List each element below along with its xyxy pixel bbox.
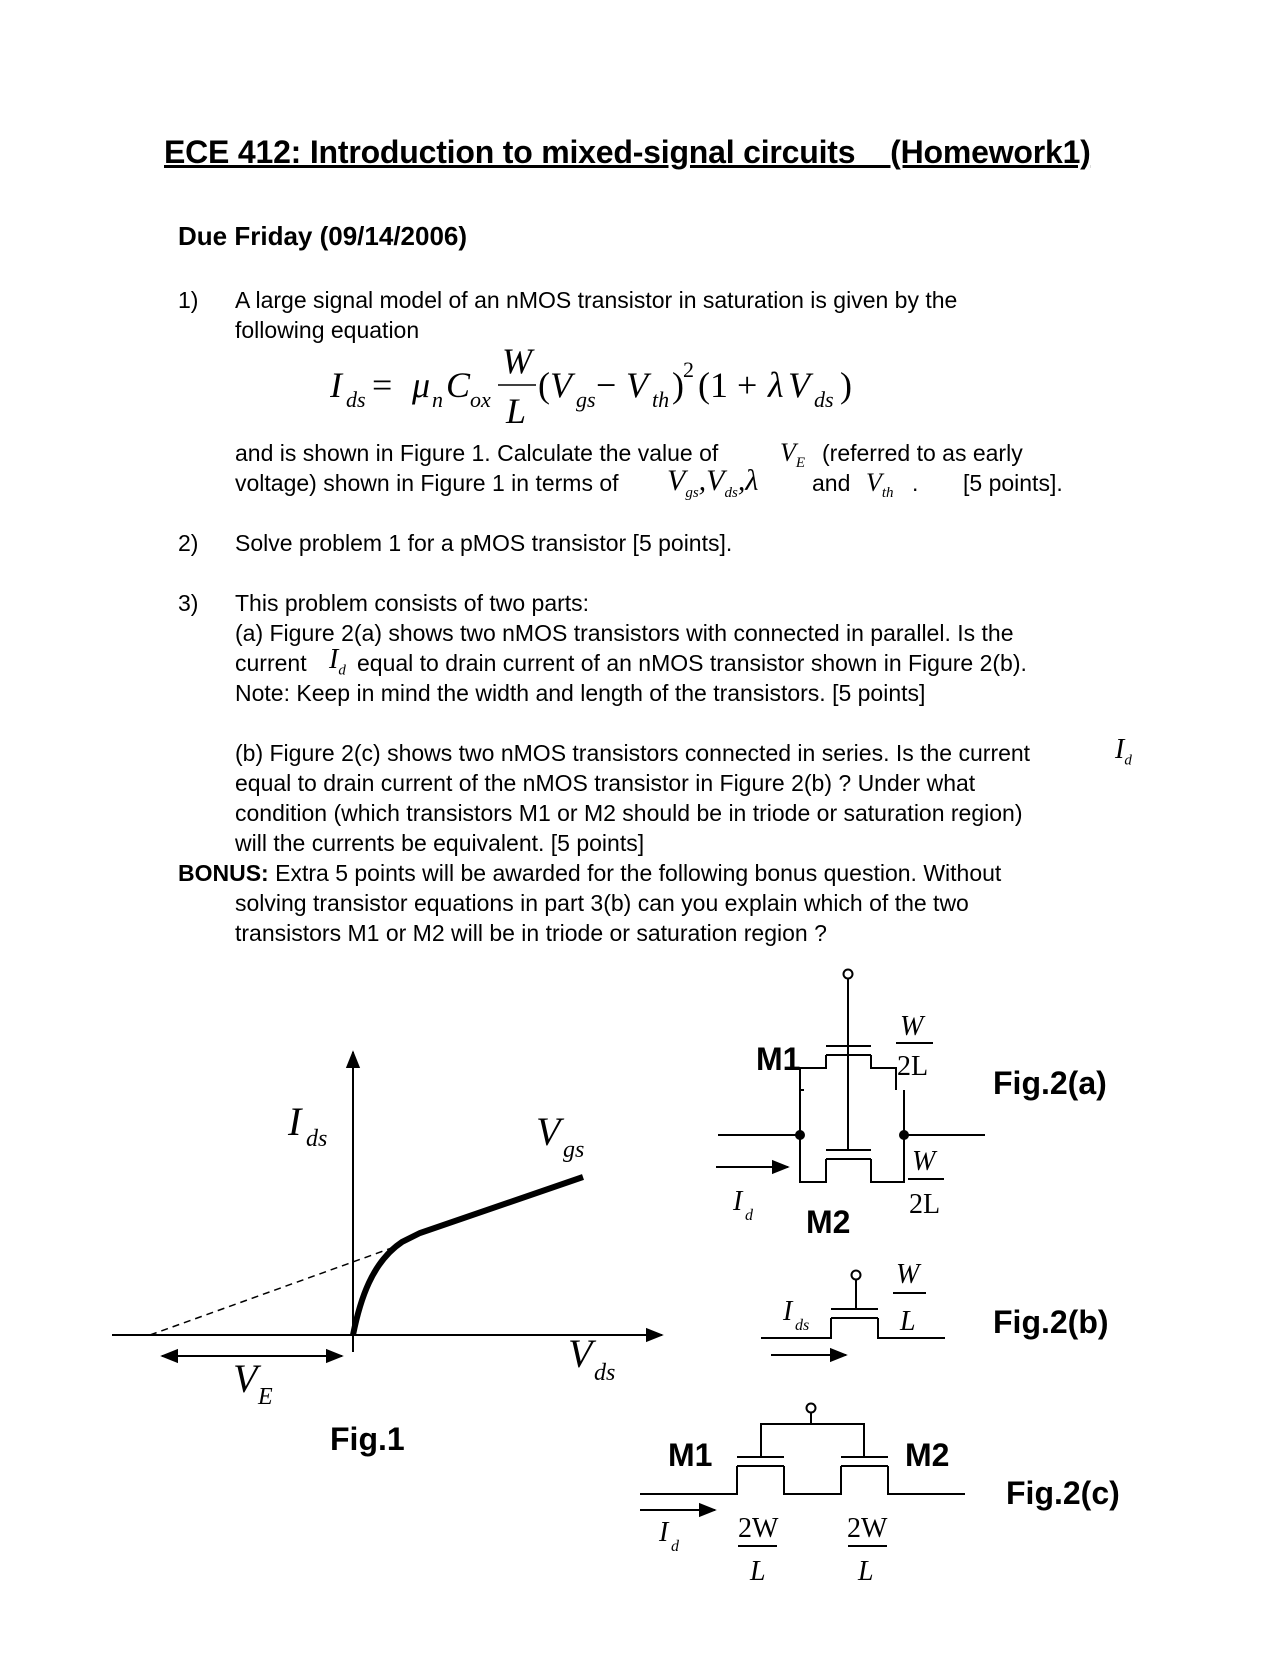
problem-1-line3b: (referred to as early: [822, 440, 1023, 466]
problem-3-number: 3): [178, 590, 199, 616]
eq-open-paren: (: [538, 365, 550, 405]
fig2a-m2-2L: 2L: [909, 1189, 941, 1220]
id-symbol-3a: $I_d$: [329, 644, 346, 679]
fig2a-left-dot: [796, 1131, 804, 1139]
eq-sub-ds: ds: [346, 387, 366, 412]
fig2a-right-dot: [900, 1131, 908, 1139]
fig1-label: Fig.1: [330, 1421, 405, 1457]
eq-lambda: λ: [768, 365, 784, 405]
problem-3-line3b: equal to drain current of an nMOS transistor shown in Figure 2(b).: [357, 650, 1027, 676]
problem-3-line3a: current: [235, 650, 307, 676]
problem-1-period: .: [912, 470, 919, 496]
fig2b-W: W: [896, 1259, 920, 1290]
fig1-vds-sub: ds: [594, 1360, 616, 1386]
fig1-vds-V: V: [568, 1331, 593, 1376]
fig2c-circuit: [640, 1404, 965, 1547]
problem-1-and: and: [812, 470, 851, 496]
fig1-ve-sub: E: [258, 1384, 273, 1410]
problem-3-line1: This problem consists of two parts:: [235, 590, 590, 616]
eq-tail: (1 +: [698, 365, 758, 405]
eq-L: L: [506, 391, 527, 431]
problem-1-number: 1): [178, 287, 199, 313]
problem-1-points: [5 points].: [963, 470, 1063, 496]
problem-1-line2: following equation: [235, 317, 420, 343]
problem-3-line7: condition (which transistors M1 or M2 should be in triode or saturation region): [235, 800, 1023, 826]
fig1-ids-I: I: [288, 1099, 302, 1144]
fig2c-m1-L: L: [750, 1556, 766, 1587]
fig2c-gate-wire: [761, 1424, 864, 1457]
problem-3-line8: will the currents be equivalent. [5 points]: [235, 830, 645, 856]
fig2c-middle-node: [784, 1466, 841, 1494]
fig1-extrapolation-line: [150, 1245, 400, 1335]
fig2a-m2-W: W: [912, 1146, 936, 1177]
problem-3-line5: (b) Figure 2(c) shows two nMOS transistors connected in series. Is the current: [235, 740, 1031, 766]
eq-V1: V: [550, 365, 572, 405]
problem-1-line3a: and is shown in Figure 1. Calculate the value of: [235, 440, 719, 466]
bonus-line1: BONUS: Extra 5 points will be awarded for the following bonus question. Without: [178, 860, 1002, 886]
eq-close-paren: ): [672, 365, 684, 405]
fig2a-label: Fig.2(a): [993, 1065, 1107, 1101]
problem-3-line6: equal to drain current of the nMOS transistor in Figure 2(b) ? Under what: [235, 770, 976, 796]
eq-end: ): [840, 365, 852, 405]
eq-minus: −: [596, 365, 617, 405]
fig2b-gate-terminal: [852, 1271, 861, 1280]
fig2c-m1-label: M1: [668, 1437, 713, 1473]
page-title: ECE 412: Introduction to mixed-signal circuits (Homework1): [164, 134, 1091, 170]
eq-sub-ox: ox: [470, 387, 491, 412]
fig2c-m2-L: L: [858, 1556, 874, 1587]
fig1-curve: [353, 1177, 583, 1335]
eq-mu: μ: [412, 365, 431, 405]
eq-W: W: [502, 345, 532, 381]
fig1-vgs-sub: gs: [563, 1137, 585, 1163]
variables-list: $V_{gs},V_{ds},\lambda$: [667, 464, 759, 501]
problem-1-line1: A large signal model of an nMOS transistor in saturation is given by the: [235, 287, 958, 313]
fig2a-m1-2L: 2L: [897, 1051, 929, 1082]
fig2c-id-sub: d: [671, 1538, 679, 1555]
fig2a-m1-drain: [871, 1055, 896, 1090]
eq-sub-ds2: ds: [814, 387, 834, 412]
eq-V3: V: [788, 365, 810, 405]
fig2a-m2-label: M2: [806, 1204, 851, 1240]
ve-symbol: $V_E$: [780, 438, 806, 472]
eq-sub-n: n: [432, 387, 443, 412]
fig1-ve-V: V: [233, 1356, 258, 1401]
fig2a-gate-terminal: [844, 970, 853, 979]
fig1-ids-sub: ds: [306, 1126, 328, 1152]
eq-V2: V: [626, 365, 648, 405]
fig2a-m2-drain: [871, 1135, 904, 1182]
fig2c-label: Fig.2(c): [1006, 1475, 1120, 1511]
fig1-vgs-V: V: [536, 1109, 561, 1154]
bonus-line3: transistors M1 or M2 will be in triode or saturation region ?: [235, 920, 827, 946]
fig2b-ids-I: I: [783, 1296, 793, 1327]
problem-2-text: Solve problem 1 for a pMOS transistor [5 points].: [235, 530, 733, 556]
eq-square: 2: [683, 357, 694, 382]
fig2b-label: Fig.2(b): [993, 1304, 1109, 1340]
fig2a-m1-W: W: [900, 1011, 924, 1042]
eq-I: I: [330, 365, 342, 405]
fig2c-m2-label: M2: [905, 1437, 950, 1473]
fig2b-L: L: [900, 1306, 916, 1337]
bonus-line2: solving transistor equations in part 3(b) can you explain which of the two: [235, 890, 969, 916]
fig2a-m2-source: [800, 1135, 826, 1182]
fig2a-id-sub: d: [745, 1207, 753, 1224]
problem-3-line4: Note: Keep in mind the width and length of the transistors. [5 points]: [235, 680, 926, 706]
fig2a-id-I: I: [733, 1186, 743, 1217]
eq-C: C: [446, 365, 471, 405]
problem-3-line2: (a) Figure 2(a) shows two nMOS transistors with connected in parallel. Is the: [235, 620, 1014, 646]
id-symbol-3b: $I_d$: [1115, 734, 1132, 769]
problem-1-line4a: voltage) shown in Figure 1 in terms of: [235, 470, 619, 496]
fig2c-m2-2W: 2W: [847, 1513, 888, 1544]
fig1-graph: [112, 1052, 662, 1457]
fig2a-m1-source: [800, 1055, 826, 1090]
eq-sub-gs: gs: [576, 387, 596, 412]
fig2a-m1-label: M1: [756, 1041, 801, 1077]
fig2c-gate-terminal: [807, 1404, 816, 1413]
due-date: Due Friday (09/14/2006): [178, 221, 468, 251]
problem-2-number: 2): [178, 530, 199, 556]
fig2c-m1-2W: 2W: [738, 1513, 779, 1544]
vth-symbol: $V_{th}$: [866, 468, 894, 502]
fig2b-ids-sub: ds: [795, 1317, 810, 1334]
fig2c-id-I: I: [659, 1517, 669, 1548]
eq-sub-th: th: [652, 387, 670, 412]
eq-equals: =: [372, 365, 393, 405]
bonus-label: BONUS:: [178, 860, 269, 886]
